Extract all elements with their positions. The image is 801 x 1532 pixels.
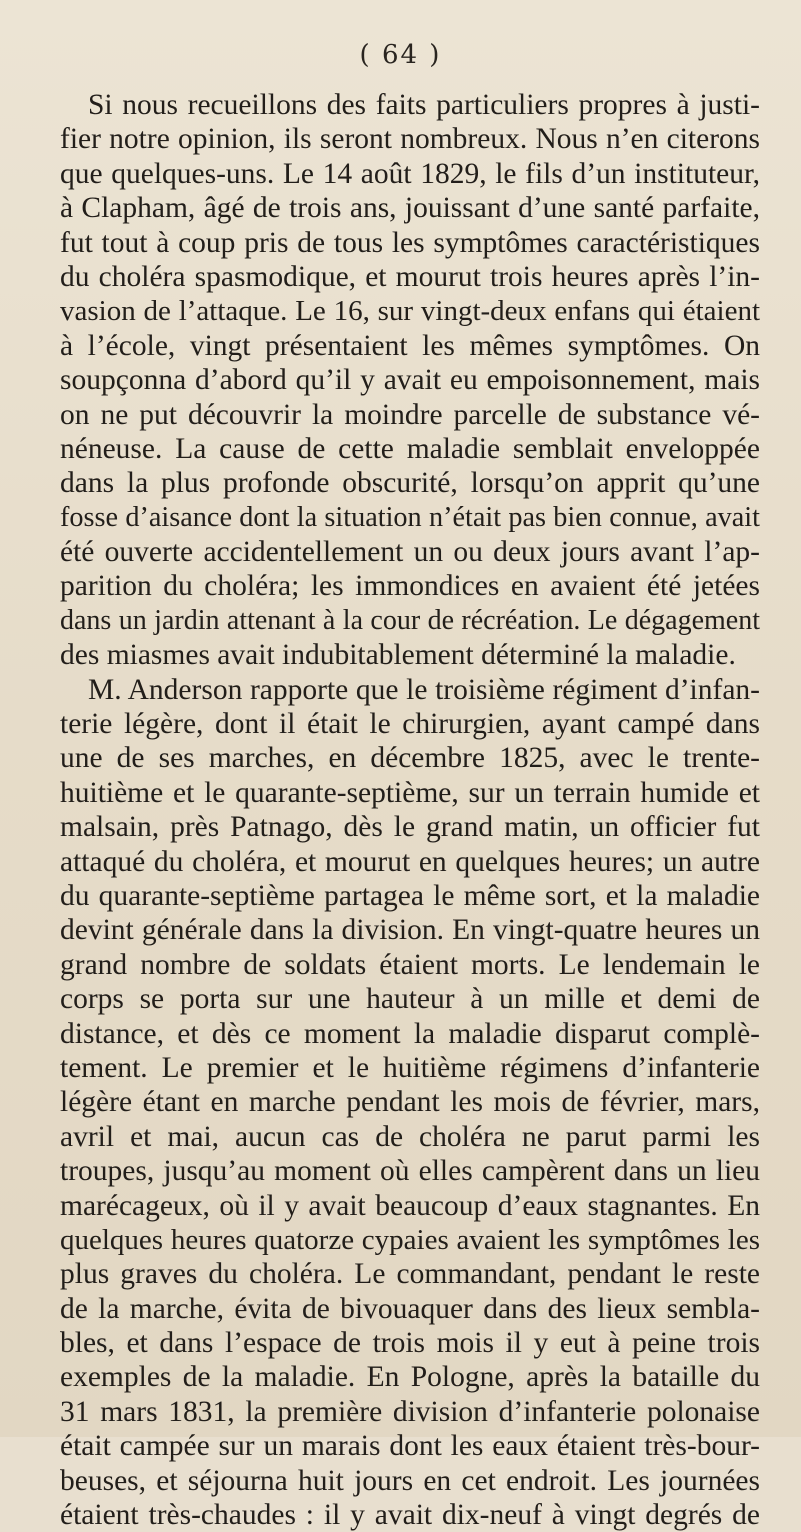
text-line: huitième et le quarante-septième, sur un terrain humide et bbox=[60, 776, 760, 809]
text-line: troupes, jusqu’au moment où elles campèrent dans un lieu bbox=[60, 1155, 760, 1188]
text-line: vasion de l’attaque. Le 16, sur vingt-deux enfans qui étaient bbox=[60, 295, 760, 328]
text-line: fut tout à coup pris de tous les symptômes caractéristiques bbox=[60, 226, 760, 259]
text-line: Si nous recueillons des faits particuliers propres à justi- bbox=[88, 89, 760, 121]
text-line: de la marche, évita de bivouaquer dans des lieux sembla- bbox=[60, 1292, 760, 1325]
text-line: distance, et dès ce moment la maladie disparut complè- bbox=[60, 1017, 760, 1050]
text-line: était campée sur un marais dont les eaux étaient très-bour- bbox=[60, 1430, 760, 1463]
text-line: soupçonna d’abord qu’il y avait eu empoisonnement, mais bbox=[60, 364, 760, 397]
text-line: on ne put découvrir la moindre parcelle de substance vé- bbox=[60, 398, 760, 431]
text-line: marécageux, où il y avait beaucoup d’eaux stagnantes. En bbox=[60, 1189, 760, 1222]
text-line: du choléra spasmodique, et mourut trois heures après l’in- bbox=[60, 260, 760, 293]
text-line: terie légère, dont il était le chirurgien, ayant campé dans bbox=[60, 708, 760, 741]
paragraph-2 bbox=[60, 673, 760, 1532]
text-line: beuses, et séjourna huit jours en cet endroit. Les journées bbox=[60, 1464, 760, 1497]
text-line: été ouverte accidentellement un ou deux jours avant l’ap- bbox=[60, 536, 760, 569]
text-line: fier notre opinion, ils seront nombreux. Nous n’en citerons bbox=[60, 123, 760, 156]
text-line: devint générale dans la division. En vingt-quatre heures un bbox=[60, 914, 760, 947]
text-line: avril et mai, aucun cas de choléra ne parut parmi les bbox=[60, 1120, 760, 1153]
text-line: dans un jardin attenant à la cour de récréation. Le dégagement bbox=[60, 604, 760, 636]
text-line: 31 mars 1831, la première division d’infanterie polonaise bbox=[60, 1395, 760, 1428]
text-line: fosse d’aisance dont la situation n’était pas bien connue, avait bbox=[60, 501, 760, 533]
text-line: grand nombre de soldats étaient morts. Le lendemain le bbox=[60, 948, 760, 981]
text-line: bles, et dans l’espace de trois mois il y eut à peine trois bbox=[60, 1327, 760, 1360]
text-line: dans la plus profonde obscurité, lorsqu’on apprit qu’une bbox=[60, 467, 760, 500]
text-line: plus graves du choléra. Le commandant, pendant le reste bbox=[60, 1258, 760, 1291]
text-line: du quarante-septième partagea le même sort, et la maladie bbox=[60, 879, 760, 912]
text-line: M. Anderson rapporte que le troisième régiment d’infan- bbox=[88, 673, 760, 706]
text-line: néneuse. La cause de cette maladie semblait enveloppée bbox=[60, 432, 760, 465]
text-line: que quelques-uns. Le 14 août 1829, le fils d’un instituteur, bbox=[60, 157, 760, 190]
text-line: exemples de la maladie. En Pologne, après la bataille du bbox=[60, 1361, 760, 1394]
text-line: à l’école, vingt présentaient les mêmes symptômes. On bbox=[60, 329, 760, 362]
text-line: quelques heures quatorze cypaies avaient les symptômes les bbox=[60, 1223, 760, 1256]
text-line: corps se porta sur une hauteur à un mille et demi de bbox=[60, 983, 760, 1016]
text-line: parition du choléra; les immondices en avaient été jetées bbox=[60, 570, 760, 603]
text-line: tement. Le premier et le huitième régimens d’infanterie bbox=[60, 1051, 760, 1084]
paragraph-1 bbox=[60, 88, 760, 673]
text-line: une de ses marches, en décembre 1825, avec le trente- bbox=[60, 742, 760, 775]
text-line: étaient très-chaudes : il y avait dix-neuf à vingt degrés de bbox=[60, 1499, 760, 1532]
text-line: à Clapham, âgé de trois ans, jouissant d’une santé parfaite, bbox=[60, 192, 760, 225]
page-number: ( 64 ) bbox=[359, 40, 442, 70]
body-text bbox=[60, 88, 760, 1532]
text-line: malsain, près Patnago, dès le grand matin, un officier fut bbox=[60, 811, 760, 844]
text-line: attaqué du choléra, et mourut en quelques heures; un autre bbox=[60, 845, 760, 878]
text-line: légère étant en marche pendant les mois de février, mars, bbox=[60, 1086, 760, 1119]
text-line: des miasmes avait indubitablement déterminé la maladie. bbox=[60, 639, 736, 672]
